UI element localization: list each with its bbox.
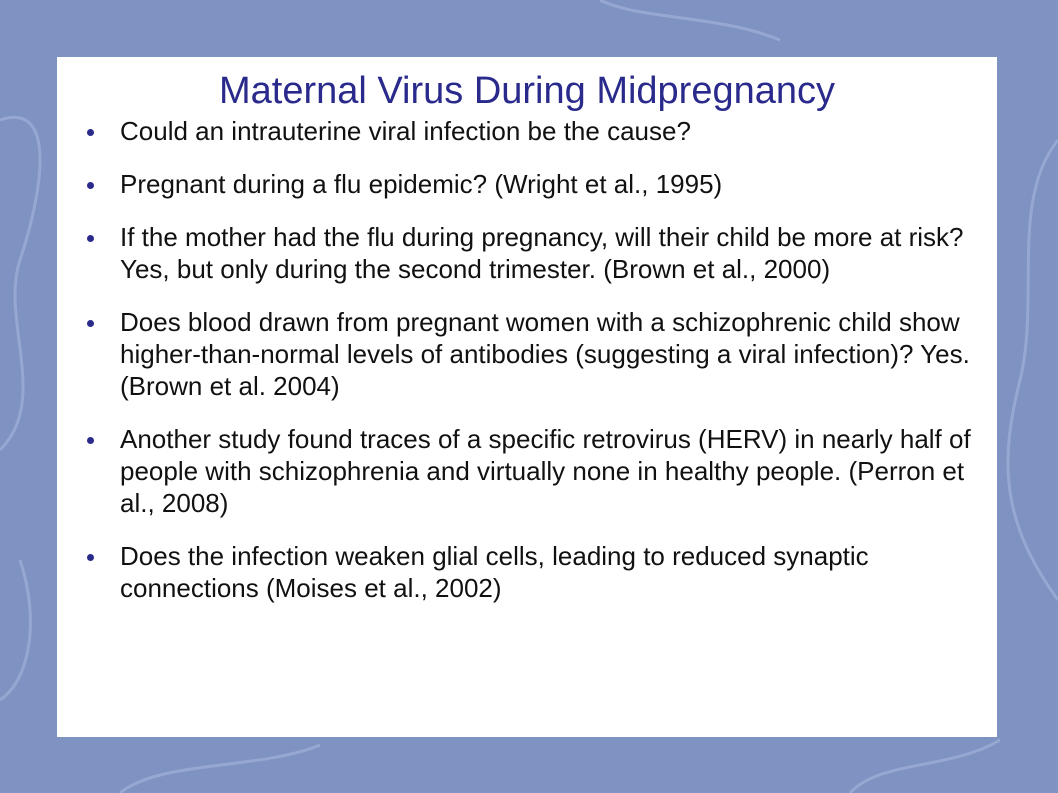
bullet-dot-icon: [87, 554, 94, 561]
bullet-text: Pregnant during a flu epidemic? (Wright et al., 1995): [120, 169, 723, 199]
bullet-dot-icon: [87, 235, 94, 242]
bullet-item: [57, 115, 997, 147]
bullet-dot-icon: [87, 437, 94, 444]
bullet-text: If the mother had the flu during pregnancy, will their child be more at risk? Yes, but only during the second trimester. (Brown et al., 2000): [120, 222, 964, 284]
bullet-dot-icon: [87, 129, 94, 136]
bullet-item: [57, 221, 997, 285]
bullet-item: [57, 540, 997, 604]
bullet-item: [57, 306, 997, 402]
bullet-dot-icon: [87, 182, 94, 189]
bullet-item: [57, 423, 997, 519]
bullet-text: Does blood drawn from pregnant women with a schizophrenic child show higher-than-normal levels of antibodies (suggesting a viral infection)? Yes. (Brown et al. 2004): [120, 307, 970, 401]
slide-title: Maternal Virus During Midpregnancy: [218, 70, 836, 112]
bullet-item: [57, 168, 997, 200]
bullet-dot-icon: [87, 320, 94, 327]
bullet-text: Could an intrauterine viral infection be the cause?: [120, 116, 691, 146]
bullet-list: [57, 115, 997, 625]
content-panel: [57, 57, 997, 737]
bullet-text: Does the infection weaken glial cells, leading to reduced synaptic connections (Moises et al., 2002): [120, 541, 869, 603]
bullet-text: Another study found traces of a specific retrovirus (HERV) in nearly half of people with schizophrenia and virtually none in healthy people. (Perron et al., 2008): [120, 424, 971, 518]
